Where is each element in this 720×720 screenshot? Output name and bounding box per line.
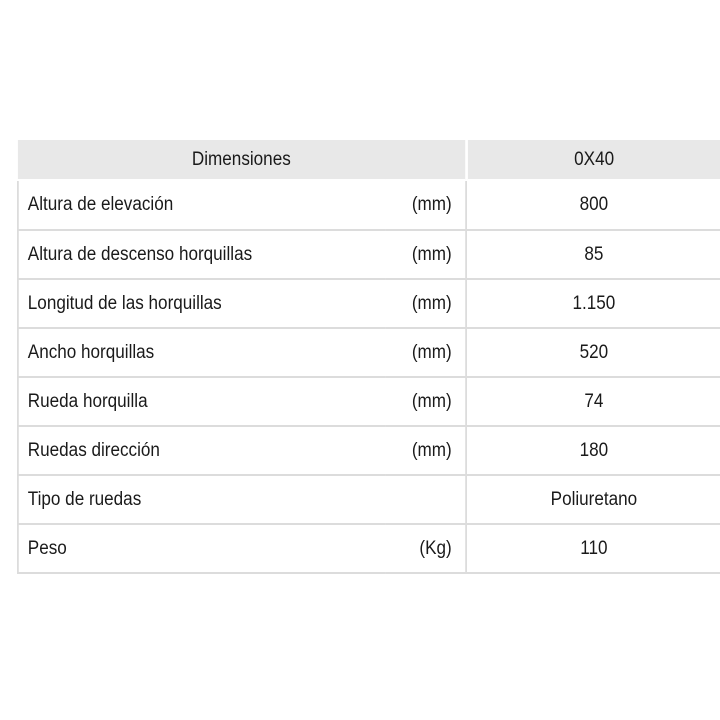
table-row <box>18 475 720 524</box>
row-label: Tipo de ruedas <box>18 475 385 524</box>
table-row <box>18 328 720 377</box>
row-unit <box>385 475 466 524</box>
row-label: Rueda horquilla <box>18 377 385 426</box>
row-unit: (mm) <box>385 377 466 426</box>
row-value: 1.150 <box>466 279 720 328</box>
row-label: Peso <box>18 524 385 573</box>
row-value: 180 <box>466 426 720 475</box>
row-label: Longitud de las horquillas <box>18 279 385 328</box>
table-body <box>18 180 720 573</box>
row-value: 74 <box>466 377 720 426</box>
table-row <box>18 279 720 328</box>
row-value: 85 <box>466 230 720 279</box>
row-unit: (mm) <box>385 279 466 328</box>
row-unit: (mm) <box>385 180 466 230</box>
row-unit: (Kg) <box>385 524 466 573</box>
table-row <box>18 426 720 475</box>
row-value: 110 <box>466 524 720 573</box>
row-value: Poliuretano <box>466 475 720 524</box>
header-model: 0X40 <box>466 140 720 180</box>
row-unit: (mm) <box>385 230 466 279</box>
header-dimensions: Dimensiones <box>18 140 466 180</box>
row-unit: (mm) <box>385 426 466 475</box>
specifications-table <box>17 140 720 574</box>
table-row <box>18 230 720 279</box>
row-label: Ancho horquillas <box>18 328 385 377</box>
table-row <box>18 180 720 230</box>
row-label: Ruedas dirección <box>18 426 385 475</box>
table-row <box>18 377 720 426</box>
row-value: 520 <box>466 328 720 377</box>
row-label: Altura de elevación <box>18 180 385 230</box>
table-header-row <box>18 140 720 180</box>
row-unit: (mm) <box>385 328 466 377</box>
table-row <box>18 524 720 573</box>
row-value: 800 <box>466 180 720 230</box>
row-label: Altura de descenso horquillas <box>18 230 385 279</box>
